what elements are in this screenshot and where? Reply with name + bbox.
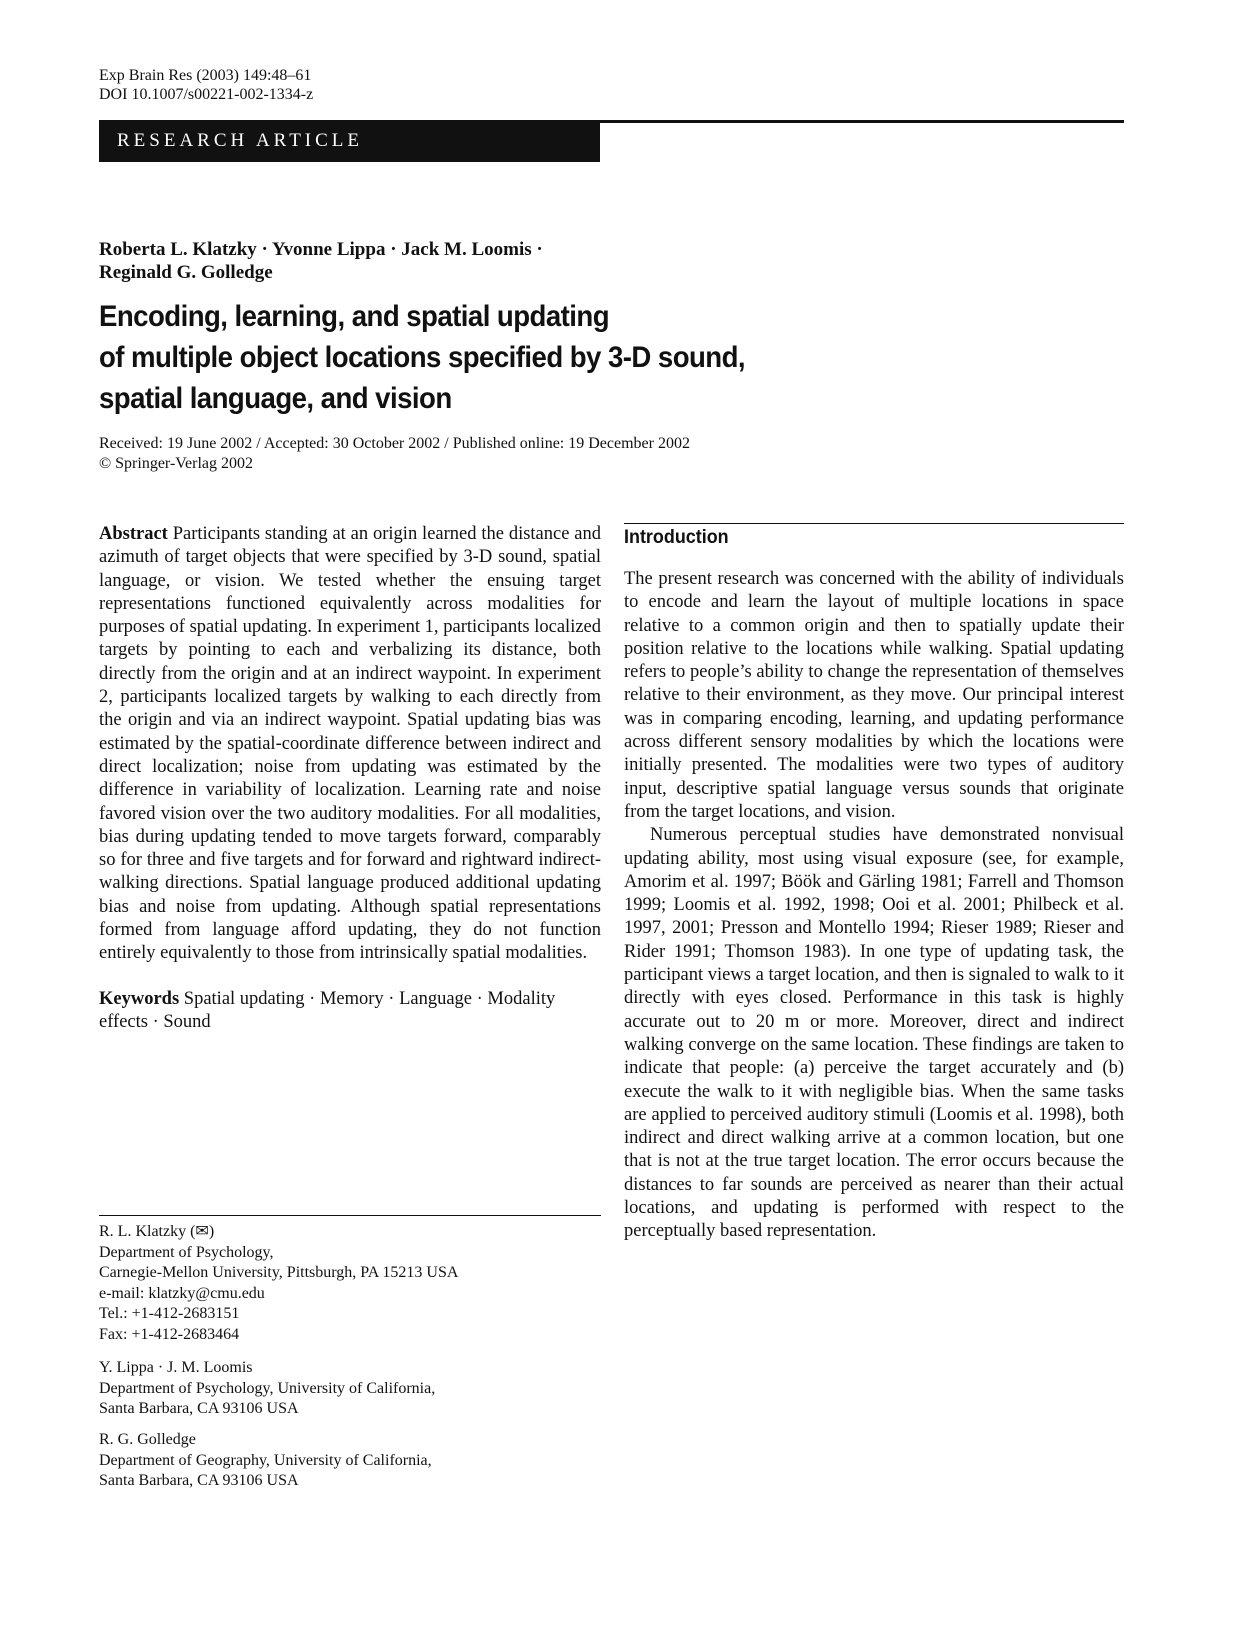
article-type-banner: RESEARCH ARTICLE [99, 120, 600, 162]
copyright-line: © Springer-Verlag 2002 [99, 455, 254, 472]
journal-volume-line: Exp Brain Res (2003) 149:48–61 [99, 67, 312, 84]
dates-line: Received: 19 June 2002 / Accepted: 30 October 2002 / Published online: 19 December 2002 [99, 435, 690, 452]
introduction-heading: Introduction [624, 526, 729, 548]
affiliation-rule [99, 1215, 601, 1216]
author-list [99, 238, 543, 284]
affiliation-address: Santa Barbara, CA 93106 USA [99, 1472, 299, 1489]
abstract-label: Abstract [99, 524, 168, 544]
author-line-2: Reginald G. Golledge [99, 262, 273, 283]
abstract [99, 523, 601, 966]
affiliation-klatzky [99, 1222, 601, 1345]
introduction-rule [624, 523, 1124, 524]
author-line-1: Roberta L. Klatzky · Yvonne Lippa · Jack M. Loomis · [99, 239, 543, 260]
publication-dates [99, 434, 690, 474]
affiliation-dept: Department of Psychology, [99, 1243, 274, 1261]
keywords-text: Spatial updating · Memory · Language · Modality effects · Sound [99, 988, 556, 1032]
affiliation-name: R. L. Klatzky (✉) [99, 1223, 215, 1240]
affiliation-fax: Fax: +1-412-2683464 [99, 1325, 240, 1343]
affiliation-dept: Department of Geography, University of California, [99, 1451, 432, 1469]
title-line-3: spatial language, and vision [99, 382, 452, 415]
affiliation-inst: Carnegie-Mellon University, Pittsburgh, PA 15213 USA [99, 1264, 459, 1281]
affiliation-address: Santa Barbara, CA 93106 USA [99, 1400, 299, 1417]
banner-rule [600, 120, 1124, 123]
doi-line: DOI 10.1007/s00221-002-1334-z [99, 86, 314, 103]
keywords-label: Keywords [99, 988, 180, 1009]
introduction-paragraph-1: The present research was concerned with the ability of individuals to encode and learn the layout of multiple locations in space relative to a common origin and then to spatially update their position relative to the locations while walking. Spatial updating refers to people’s ability to change the representation of themselves relative to their environment, as they move. Our principal interest was in comparing encoding, learning, and updating performance across different sensory modalities by which the locations were initially presented. The modalities were two types of auditory input, descriptive spatial language versus sounds that originate from the target locations, and vision. [624, 569, 1124, 822]
affiliation-email[interactable]: e-mail: klatzky@cmu.edu [99, 1284, 265, 1302]
affiliation-golledge [99, 1430, 601, 1492]
keywords [99, 988, 601, 1035]
affiliation-lippa-loomis [99, 1358, 601, 1420]
left-column [99, 523, 601, 1034]
abstract-text: Participants standing at an origin learned the distance and azimuth of target objects that were specified by 3-D sound, spatial language, or vision. We tested whether the ensuing target representations functioned equivalently across modalities for purposes of spatial updating. In experiment 1, participants localized targets by pointing to each and verbalizing its distance, both directly from the origin and at an indirect waypoint. In experiment 2, participants localized targets by walking to each directly from the origin and via an indirect waypoint. Spatial updating bias was estimated by the spatial-coordinate difference between indirect and direct localization; noise from updating was estimated by the difference in variability of localization. Learning rate and noise favored vision over the two auditory modalities. For all modalities, bias during updating tended to move targets forward, comparably so for three and five targets and for forward and rightward indirect-walking directions. Spatial language produced additional updating bias and noise from updating. Although spatial representations formed from language afford updating, they do not function entirely equivalently to those from intrinsically spatial modalities. [99, 524, 602, 964]
journal-citation [99, 66, 313, 104]
affiliation-dept: Department of Psychology, University of California, [99, 1379, 436, 1397]
introduction-paragraph-2: Numerous perceptual studies have demonstrated nonvisual updating ability, most using visual exposure (see, for example, Amorim et al. 1997; Böök and Gärling 1981; Farrell and Thomson 1999; Loomis et al. 1992, 1998; Ooi et al. 2001; Philbeck et al. 1997, 2001; Presson and Montello 1994; Rieser 1989; Rieser and Rider 1991; Thomson 1983). In one type of updating task, the participant views a target location, and then is signaled to walk to it directly with eyes closed. Performance in this task is highly accurate out to 20 m or more. Moreover, direct and indirect walking converge on the same location. These findings are taken to indicate that people: (a) perceive the target accurately and (b) execute the walk to it with negligible bias. When the same tasks are applied to perceived auditory stimuli (Loomis et al. 1998), both indirect and direct walking arrive at a common location, but one that is not at the true target location. The error occurs because the distances to far sounds are perceived as nearer than their actual locations, and updating is performed with respect to the perceptually based representation. [624, 825, 1124, 1242]
title-line-2: of multiple object locations specified by 3-D sound, [99, 341, 746, 374]
right-column [624, 568, 1124, 1244]
article-title [99, 296, 927, 419]
title-line-1: Encoding, learning, and spatial updating [99, 300, 610, 333]
affiliation-name: R. G. Golledge [99, 1431, 196, 1448]
affiliation-name: Y. Lippa · J. M. Loomis [99, 1359, 253, 1376]
affiliation-tel: Tel.: +1-412-2683151 [99, 1305, 240, 1322]
